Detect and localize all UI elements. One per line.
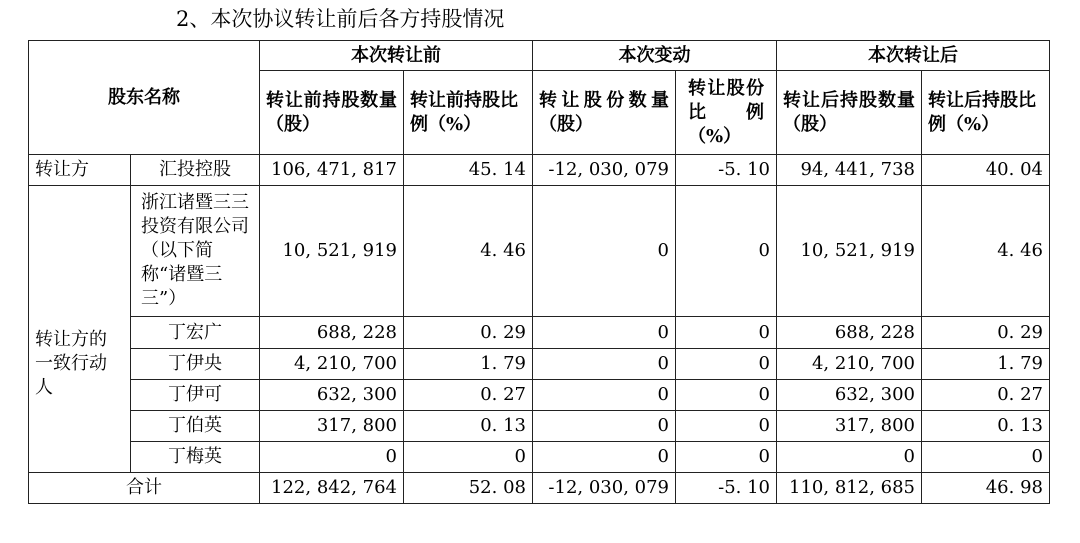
before-pct: 0. 13 — [404, 411, 533, 442]
header-group-before: 本次转让前 — [260, 41, 533, 71]
header-row-groups — [29, 41, 1050, 71]
header-before-pct: 转让前持股比例（%） — [404, 71, 533, 155]
after-qty: 10, 521, 919 — [777, 186, 922, 317]
table-row — [29, 349, 1050, 380]
change-pct: 0 — [676, 317, 777, 349]
before-pct: 0. 27 — [404, 380, 533, 411]
shareholder-name: 丁伯英 — [131, 411, 260, 442]
table-row — [29, 442, 1050, 473]
after-qty: 317, 800 — [777, 411, 922, 442]
change-pct: 0 — [676, 186, 777, 317]
total-after-pct: 46. 98 — [922, 473, 1050, 504]
table-row — [29, 186, 1050, 317]
shareholder-name: 丁梅英 — [131, 442, 260, 473]
after-pct: 1. 79 — [922, 349, 1050, 380]
table-row-total — [29, 473, 1050, 504]
after-qty: 632, 300 — [777, 380, 922, 411]
change-pct: 0 — [676, 380, 777, 411]
header-before-qty: 转让前持股数量（股） — [260, 71, 404, 155]
header-group-after: 本次转让后 — [777, 41, 1050, 71]
total-change-qty: -12, 030, 079 — [533, 473, 676, 504]
before-qty: 688, 228 — [260, 317, 404, 349]
after-qty: 0 — [777, 442, 922, 473]
before-qty: 4, 210, 700 — [260, 349, 404, 380]
after-pct: 4. 46 — [922, 186, 1050, 317]
change-qty: 0 — [533, 317, 676, 349]
shareholder-name: 丁伊可 — [131, 380, 260, 411]
after-pct: 40. 04 — [922, 155, 1050, 186]
total-before-qty: 122, 842, 764 — [260, 473, 404, 504]
total-after-qty: 110, 812, 685 — [777, 473, 922, 504]
shareholder-name: 丁宏广 — [131, 317, 260, 349]
change-pct: -5. 10 — [676, 155, 777, 186]
after-pct: 0. 29 — [922, 317, 1050, 349]
shareholding-table — [28, 40, 1050, 504]
after-pct: 0 — [922, 442, 1050, 473]
shareholder-name: 汇投控股 — [131, 155, 260, 186]
shareholder-name: 丁伊央 — [131, 349, 260, 380]
before-qty: 632, 300 — [260, 380, 404, 411]
total-change-pct: -5. 10 — [676, 473, 777, 504]
after-qty: 94, 441, 738 — [777, 155, 922, 186]
total-label: 合计 — [29, 473, 260, 504]
after-pct: 0. 27 — [922, 380, 1050, 411]
section-title: 2、本次协议转让前后各方持股情况 — [176, 7, 505, 31]
header-shareholder-name: 股东名称 — [29, 41, 260, 155]
table-row — [29, 411, 1050, 442]
before-pct: 1. 79 — [404, 349, 533, 380]
change-qty: 0 — [533, 186, 676, 317]
change-qty: 0 — [533, 411, 676, 442]
table-row-transferor — [29, 155, 1050, 186]
change-qty: 0 — [533, 349, 676, 380]
after-qty: 688, 228 — [777, 317, 922, 349]
before-qty: 10, 521, 919 — [260, 186, 404, 317]
after-qty: 4, 210, 700 — [777, 349, 922, 380]
change-qty: -12, 030, 079 — [533, 155, 676, 186]
before-pct: 45. 14 — [404, 155, 533, 186]
before-pct: 0. 29 — [404, 317, 533, 349]
before-qty: 317, 800 — [260, 411, 404, 442]
change-pct: 0 — [676, 442, 777, 473]
before-pct: 0 — [404, 442, 533, 473]
category-concert-parties: 转让方的一致行动人 — [29, 186, 131, 473]
table-row — [29, 317, 1050, 349]
before-qty: 106, 471, 817 — [260, 155, 404, 186]
shareholder-name: 浙江诸暨三三投资有限公司（以下简称“诸暨三三”） — [131, 186, 260, 317]
change-qty: 0 — [533, 442, 676, 473]
table-row — [29, 380, 1050, 411]
change-pct: 0 — [676, 349, 777, 380]
total-before-pct: 52. 08 — [404, 473, 533, 504]
change-qty: 0 — [533, 380, 676, 411]
before-pct: 4. 46 — [404, 186, 533, 317]
header-after-qty: 转让后持股数量（股） — [777, 71, 922, 155]
header-group-change: 本次变动 — [533, 41, 777, 71]
before-qty: 0 — [260, 442, 404, 473]
category-transferor: 转让方 — [29, 155, 131, 186]
header-change-pct: 转让股份比例（%） — [676, 71, 777, 155]
header-after-pct: 转让后持股比例（%） — [922, 71, 1050, 155]
header-change-qty: 转让股份数量（股） — [533, 71, 676, 155]
after-pct: 0. 13 — [922, 411, 1050, 442]
change-pct: 0 — [676, 411, 777, 442]
